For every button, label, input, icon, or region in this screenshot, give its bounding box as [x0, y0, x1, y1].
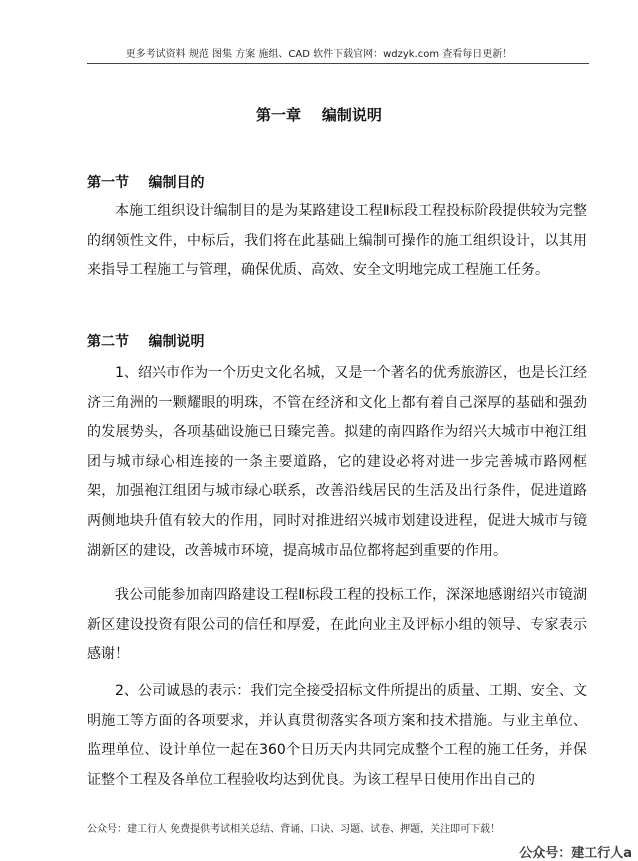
paragraph-purpose: 本施工组织设计编制目的是为某路建设工程Ⅱ标段工程投标阶段提供较为完整的纲领性文件，中标后，我们将在此基础上编制可操作的施工组织设计，以其用来指导工程施工与管理，确保优质、高效、安全文明地完成工程施工任务。	[87, 203, 587, 279]
watermark-text: 公众号：建工行人a	[519, 846, 632, 861]
header-divider	[87, 63, 589, 64]
paragraph-gratitude: 我公司能参加南四路建设工程Ⅱ标段工程的投标工作，深深地感谢绍兴市镜湖新区建设投资有限公司的信任和厚爱，在此向业主及评标小组的领导、专家表示感谢！	[87, 587, 587, 663]
page-footer-text: 公众号：建工行人 免费提供考试相关总结、背诵、口诀、习题、试卷、押题，关注即可下载！	[87, 824, 501, 835]
paragraph-commitment: 2、公司诚恳的表示：我们完全接受招标文件所提出的质量、工期、安全、文明施工等方面的各项要求，并认真贯彻落实各项方案和技术措施。与业主单位、监理单位、设计单位一起在360个日历天内共同完成整个工程的施工任务，并保证整个工程及各单位工程验收均达到优良。为该工程早日使用作出自己的	[87, 683, 587, 788]
section-title-description: 第二节 编制说明	[87, 334, 205, 350]
section-title-purpose: 第一节 编制目的	[87, 175, 205, 191]
chapter-title: 第一章 编制说明	[256, 106, 382, 124]
paragraph-city-background: 1、绍兴市作为一个历史文化名城，又是一个著名的优秀旅游区，也是长江经济三角洲的一颗耀眼的明珠，不管在经济和文化上都有着自己深厚的基础和强劲的发展势头，各项基础设施已日臻完善。拟建的南四路作为绍兴大城市中袍江组团与城市绿心相连接的一条主要道路，它的建设必将对进一步完善城市路网框架，加强袍江组团与城市绿心联系，改善沿线居民的生活及出行条件，促进道路两侧地块升值有较大的作用，同时对推进绍兴城市划建设进程，促进大城市与镜湖新区的建设，改善城市环境，提高城市品位都将起到重要的作用。	[87, 365, 587, 559]
page-header-text: 更多考试资料 规范 图集 方案 施组、CAD 软件下载官网：wdzyk.com 查看每日更新！	[125, 49, 513, 60]
